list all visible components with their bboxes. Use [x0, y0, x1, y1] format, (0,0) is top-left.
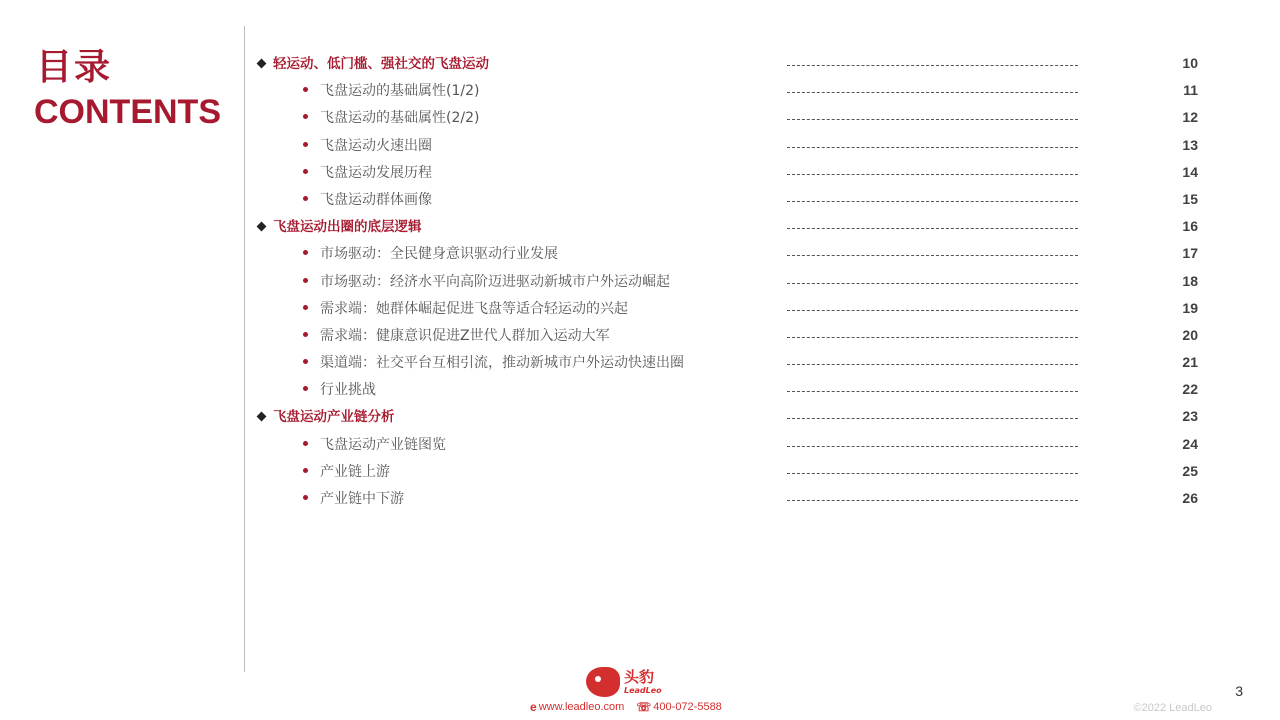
- dotted-leader: [787, 473, 1078, 474]
- dotted-leader: [787, 310, 1078, 311]
- toc-label-text: 市场驱动：经济水平向高阶迈进驱动新城市户外运动崛起: [320, 273, 670, 290]
- bullet-icon: [303, 468, 308, 473]
- toc-page-number: 11: [1183, 82, 1198, 99]
- toc-page-number: 19: [1182, 299, 1198, 316]
- toc-page-number: 23: [1182, 408, 1198, 425]
- toc-label-text: 飞盘运动群体画像: [320, 191, 432, 208]
- bullet-icon: [303, 196, 308, 201]
- bullet-icon: [303, 359, 308, 364]
- toc-label-text: 需求端：健康意识促进Z世代人群加入运动大军: [320, 327, 610, 344]
- dotted-leader: [787, 201, 1078, 202]
- bullet-icon: [303, 87, 308, 92]
- table-of-contents: [0, 51, 1280, 513]
- diamond-icon: [257, 221, 267, 231]
- toc-item[interactable]: [0, 78, 1280, 105]
- dotted-leader: [787, 446, 1078, 447]
- toc-label-text: 产业链中下游: [320, 491, 404, 507]
- dotted-leader: [787, 174, 1078, 175]
- toc-page-number: 17: [1182, 245, 1198, 262]
- toc-page-number: 22: [1182, 381, 1198, 398]
- toc-label: [300, 82, 479, 100]
- toc-label: [300, 109, 479, 127]
- footer-logo: [586, 666, 662, 698]
- toc-label-text: 飞盘运动发展历程: [320, 164, 432, 181]
- toc-page-number: 21: [1182, 354, 1198, 371]
- dotted-leader: [787, 228, 1078, 229]
- toc-label: [300, 327, 610, 345]
- bullet-icon: [303, 250, 308, 255]
- page-title-en: CONTENTS: [34, 93, 221, 131]
- toc-label-text: 飞盘运动火速出圈: [320, 137, 432, 154]
- toc-label-text: 飞盘运动出圈的底层逻辑: [273, 219, 422, 236]
- toc-label: [300, 164, 432, 182]
- toc-page-number: 16: [1182, 218, 1198, 235]
- bullet-icon: [303, 278, 308, 283]
- toc-item[interactable]: [0, 187, 1280, 214]
- toc-item[interactable]: [0, 377, 1280, 404]
- toc-page-number: 12: [1182, 109, 1198, 126]
- dotted-leader: [787, 92, 1078, 93]
- bullet-icon: [303, 305, 308, 310]
- toc-label: [300, 436, 446, 454]
- toc-item[interactable]: [0, 323, 1280, 350]
- dotted-leader: [787, 418, 1078, 419]
- footer-contact: [530, 700, 722, 714]
- dotted-leader: [787, 283, 1078, 284]
- dotted-leader: [787, 337, 1078, 338]
- bullet-icon: [303, 386, 308, 391]
- toc-label: [300, 463, 390, 481]
- bullet-icon: [303, 114, 308, 119]
- browser-icon: e: [530, 700, 537, 714]
- dotted-leader: [787, 364, 1078, 365]
- dotted-leader: [787, 500, 1078, 501]
- toc-label-text: 飞盘运动产业链分析: [273, 409, 395, 426]
- toc-label: [256, 55, 489, 73]
- diamond-icon: [257, 58, 267, 68]
- dotted-leader: [787, 391, 1078, 392]
- toc-item[interactable]: [0, 486, 1280, 513]
- dotted-leader: [787, 119, 1078, 120]
- toc-label-text: 行业挑战: [320, 382, 376, 399]
- bullet-icon: [303, 441, 308, 446]
- toc-page-number: 25: [1182, 462, 1198, 479]
- copyright: ©2022 LeadLeo: [1133, 702, 1212, 714]
- toc-label: [300, 245, 558, 263]
- page-number: 3: [1235, 683, 1243, 699]
- dotted-leader: [787, 147, 1078, 148]
- toc-item[interactable]: [0, 296, 1280, 323]
- toc-item[interactable]: [0, 133, 1280, 160]
- toc-item[interactable]: [0, 105, 1280, 132]
- toc-label-text: 渠道端：社交平台互相引流，推动新城市户外运动快速出圈: [320, 355, 684, 372]
- toc-label-text: 飞盘运动产业链图览: [320, 436, 446, 453]
- logo-text-cn: 头豹: [624, 667, 655, 686]
- toc-label-text: 需求端：她群体崛起促进飞盘等适合轻运动的兴起: [320, 300, 628, 317]
- toc-label-text: 飞盘运动的基础属性(2/2): [320, 110, 480, 127]
- toc-page-number: 26: [1182, 490, 1198, 506]
- toc-item[interactable]: [0, 350, 1280, 377]
- toc-label-text: 轻运动、低门槛、强社交的飞盘运动: [273, 56, 489, 72]
- phone-number: 400-072-5588: [653, 701, 722, 713]
- bullet-icon: [303, 495, 308, 500]
- toc-label: [300, 191, 432, 209]
- toc-page-number: 13: [1182, 136, 1198, 153]
- toc-label: [300, 137, 432, 155]
- toc-label-text: 产业链上游: [320, 463, 390, 480]
- toc-label-text: 飞盘运动的基础属性(1/2): [320, 83, 480, 100]
- toc-item[interactable]: [0, 432, 1280, 459]
- dotted-leader: [787, 255, 1078, 256]
- toc-label: [300, 490, 404, 508]
- toc-label: [256, 218, 422, 236]
- toc-item[interactable]: [0, 459, 1280, 486]
- toc-section[interactable]: [0, 214, 1280, 241]
- toc-item[interactable]: [0, 269, 1280, 296]
- leopard-logo-icon: [586, 667, 620, 697]
- bullet-icon: [303, 169, 308, 174]
- toc-label: [256, 408, 395, 426]
- toc-label: [300, 300, 628, 318]
- bullet-icon: [303, 142, 308, 147]
- toc-item[interactable]: [0, 160, 1280, 187]
- toc-page-number: 14: [1182, 163, 1198, 180]
- diamond-icon: [257, 411, 267, 421]
- toc-label: [300, 273, 670, 291]
- toc-section[interactable]: [0, 51, 1280, 78]
- toc-item[interactable]: [0, 241, 1280, 268]
- toc-label-text: 市场驱动：全民健身意识驱动行业发展: [320, 246, 558, 263]
- toc-label: [300, 381, 376, 399]
- toc-page-number: 18: [1182, 272, 1198, 289]
- toc-page-number: 15: [1182, 190, 1198, 207]
- bullet-icon: [303, 332, 308, 337]
- toc-page-number: 20: [1182, 326, 1198, 343]
- phone-icon: ☏: [636, 700, 652, 714]
- toc-page-number: 10: [1182, 55, 1198, 71]
- dotted-leader: [787, 65, 1078, 66]
- website-link[interactable]: www.leadleo.com: [538, 701, 625, 713]
- toc-page-number: 24: [1182, 435, 1198, 452]
- page-title-cn: 目录: [36, 47, 113, 88]
- logo-text-en: LeadLeo: [624, 685, 662, 695]
- toc-section[interactable]: [0, 404, 1280, 431]
- toc-label: [300, 354, 684, 372]
